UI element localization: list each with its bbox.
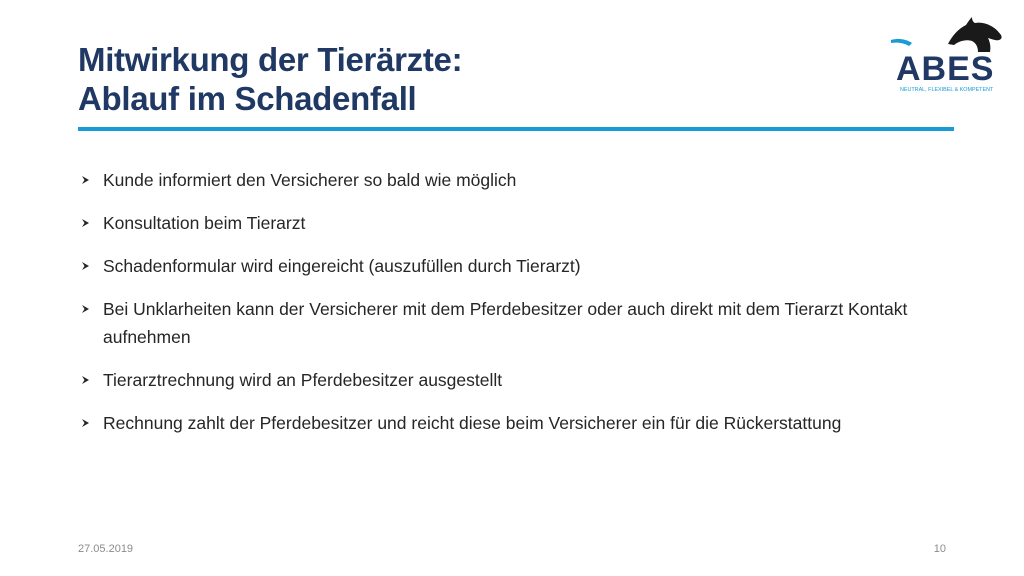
- bullet-text: Tierarztrechnung wird an Pferdebesitzer ausgestellt: [103, 370, 503, 390]
- arrowhead-bullet-icon: [81, 175, 91, 185]
- slide-title-line-2: Ablauf im Schadenfall: [78, 80, 417, 117]
- list-item: [78, 166, 958, 194]
- bullet-list: [78, 166, 958, 452]
- page-number: 10: [933, 543, 946, 555]
- title-underline: [78, 127, 954, 131]
- slide-title-line-1: Mitwirkung der Tierärzte:: [78, 41, 463, 78]
- footer-date: 27.05.2019: [78, 543, 134, 555]
- logo-tagline: NEUTRAL, FLEXIBEL & KOMPETENT: [900, 87, 994, 93]
- bullet-text: Schadenformular wird eingereicht (auszufüllen durch Tierarzt): [103, 256, 581, 276]
- arrowhead-bullet-icon: [81, 375, 91, 385]
- abes-logo: [888, 14, 1006, 98]
- arrowhead-bullet-icon: [81, 261, 91, 271]
- arrowhead-bullet-icon: [81, 304, 91, 314]
- arrowhead-bullet-icon: [81, 418, 91, 428]
- list-item: [78, 366, 958, 394]
- bullet-text: Kunde informiert den Versicherer so bald wie möglich: [103, 170, 517, 190]
- list-item: [78, 209, 958, 237]
- horse-head-icon: [888, 14, 1006, 98]
- list-item: [78, 252, 958, 280]
- arrowhead-bullet-icon: [81, 218, 91, 228]
- list-item: [78, 409, 958, 437]
- bullet-text: Rechnung zahlt der Pferdebesitzer und reicht diese beim Versicherer ein für die Rückerstattung: [103, 413, 842, 433]
- list-item: [78, 295, 958, 351]
- bullet-text: Konsultation beim Tierarzt: [103, 213, 306, 233]
- logo-wordmark: ABES: [896, 50, 995, 88]
- slide-title: [78, 40, 462, 118]
- bullet-text: Bei Unklarheiten kann der Versicherer mit dem Pferdebesitzer oder auch direkt mit dem Tierarzt Kontakt aufnehmen: [103, 299, 908, 347]
